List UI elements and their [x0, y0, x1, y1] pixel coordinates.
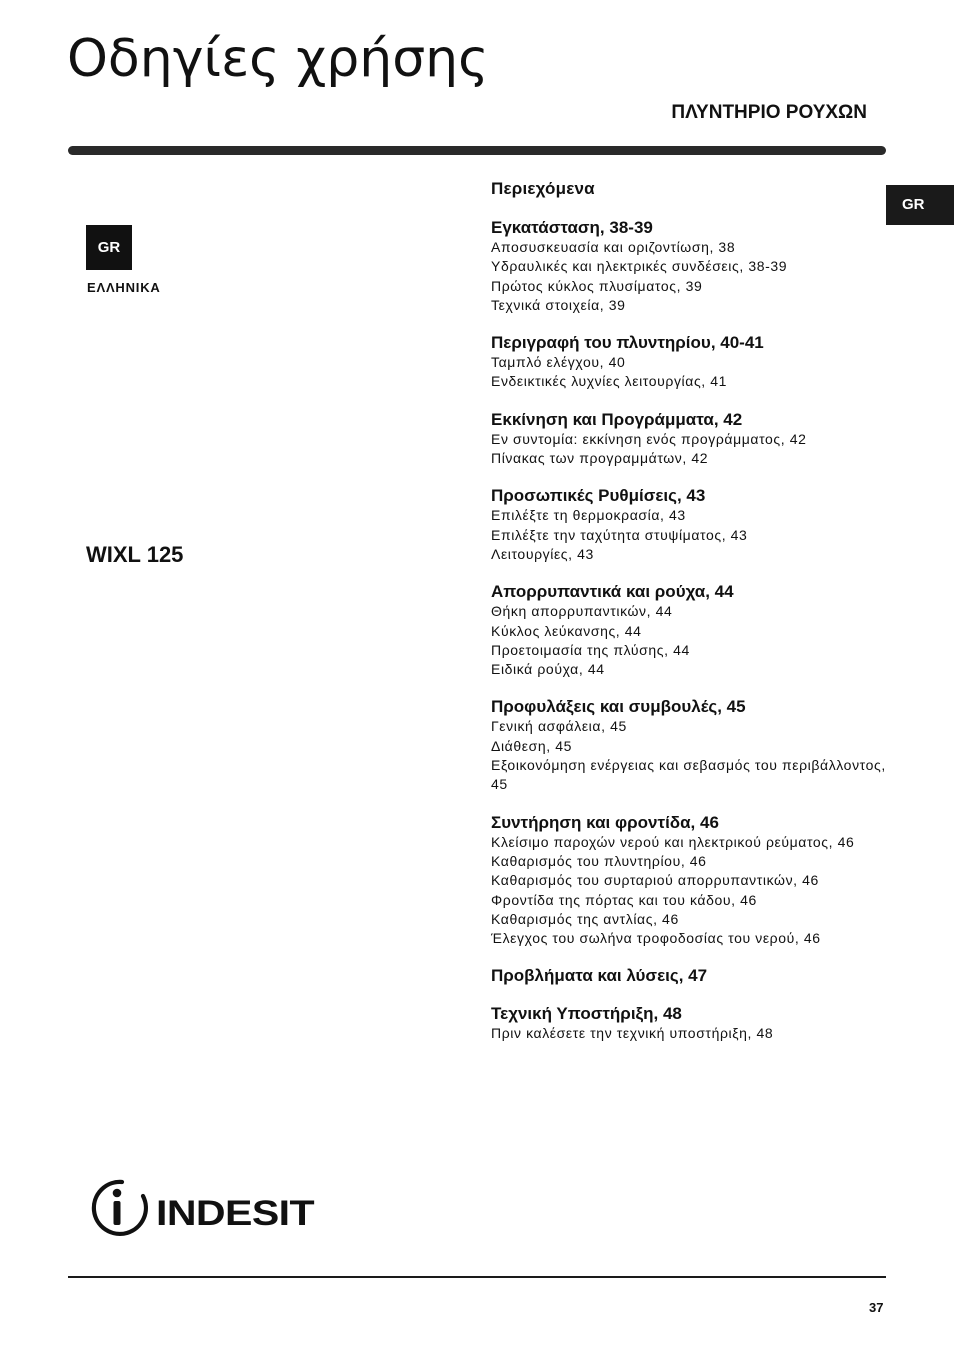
- toc-section-title: Εκκίνηση και Προγράμματα, 42: [491, 409, 743, 429]
- product-type-label: ΠΛΥΝΤΗΡΙΟ ΡΟΥΧΩΝ: [671, 102, 867, 123]
- table-of-contents: [491, 178, 886, 1044]
- toc-section-title: Προβλήματα και λύσεις, 47: [491, 966, 708, 986]
- toc-section: [491, 332, 886, 392]
- toc-section-title: Συντήρηση και φροντίδα, 46: [491, 812, 719, 832]
- language-name: ΕΛΛΗΝΙΚΑ: [87, 280, 161, 295]
- toc-item: Λειτουργίες, 43: [491, 545, 594, 562]
- page-title: Οδηγίες χρήσης: [67, 29, 489, 89]
- toc-item: Εξοικονόμηση ενέργειας και σεβασμός του περιβάλλοντος, 45: [491, 757, 886, 793]
- toc-item: Έλεγχος του σωλήνα τροφοδοσίας του νερού, 46: [491, 930, 821, 947]
- page-number: 37: [869, 1300, 884, 1315]
- toc-item: Ειδικά ρούχα, 44: [491, 661, 605, 678]
- toc-item: Κλείσιμο παροχών νερού και ηλεκτρικού ρεύματος, 46: [491, 833, 855, 850]
- toc-item: Εν συντομία: εκκίνηση ενός προγράμματος, 42: [491, 430, 807, 447]
- indesit-logo: [86, 1176, 316, 1238]
- brand-wordmark: INDESIT: [156, 1194, 315, 1233]
- toc-item: Πρώτος κύκλος πλυσίματος, 39: [491, 277, 703, 294]
- top-divider: [68, 146, 886, 155]
- toc-item: Αποσυσκευασία και οριζοντίωση, 38: [491, 239, 736, 255]
- toc-item: Πίνακας των προγραμμάτων, 42: [491, 450, 709, 467]
- toc-item: Θήκη απορρυπαντικών, 44: [491, 603, 673, 620]
- toc-section-title: Εγκατάσταση, 38-39: [491, 218, 653, 237]
- toc-section: [491, 485, 886, 564]
- toc-item: Κύκλος λεύκανσης, 44: [491, 622, 642, 639]
- toc-item: Υδραυλικές και ηλεκτρικές συνδέσεις, 38-39: [491, 258, 788, 275]
- toc-item: Προετοιμασία της πλύσης, 44: [491, 641, 690, 658]
- language-side-tab: GR: [886, 185, 954, 225]
- toc-item: Ενδεικτικές λυχνίες λειτουργίας, 41: [491, 373, 728, 390]
- toc-section: [491, 965, 886, 986]
- toc-section: [491, 217, 886, 315]
- toc-section: [491, 409, 886, 469]
- toc-item: Καθαρισμός του πλυντηρίου, 46: [491, 852, 707, 869]
- toc-section: [491, 581, 886, 679]
- toc-item: Τεχνικά στοιχεία, 39: [491, 296, 626, 313]
- toc-section: [491, 696, 886, 794]
- model-name: WIXL 125: [86, 542, 184, 567]
- toc-item: Καθαρισμός της αντλίας, 46: [491, 910, 679, 927]
- toc-section-title: Περιγραφή του πλυντηρίου, 40-41: [491, 333, 764, 353]
- toc-item: Ταμπλό ελέγχου, 40: [491, 354, 626, 371]
- toc-item: Διάθεση, 45: [491, 737, 572, 754]
- toc-heading: Περιεχόμενα: [491, 179, 595, 198]
- toc-sections: [491, 217, 886, 1044]
- toc-item: Επιλέξτε τη θερμοκρασία, 43: [491, 507, 686, 524]
- toc-section-title: Προφυλάξεις και συμβουλές, 45: [491, 697, 746, 717]
- toc-item: Πριν καλέσετε την τεχνική υποστήριξη, 48: [491, 1025, 774, 1042]
- toc-item: Επιλέξτε την ταχύτητα στυψίματος, 43: [491, 526, 748, 543]
- toc-section: [491, 1003, 886, 1043]
- toc-section-title: Προσωπικές Ρυθμίσεις, 43: [491, 486, 706, 506]
- toc-item: Φροντίδα της πόρτας και του κάδου, 46: [491, 891, 757, 908]
- toc-item: Γενική ασφάλεια, 45: [491, 718, 627, 735]
- toc-section: [491, 812, 886, 949]
- bottom-divider: [68, 1276, 886, 1278]
- toc-section-title: Τεχνική Υποστήριξη, 48: [491, 1004, 682, 1024]
- language-badge: GR: [86, 225, 132, 270]
- toc-section-title: Απορρυπαντικά και ρούχα, 44: [491, 582, 734, 602]
- toc-item: Καθαρισμός του συρταριού απορρυπαντικών, 46: [491, 872, 819, 889]
